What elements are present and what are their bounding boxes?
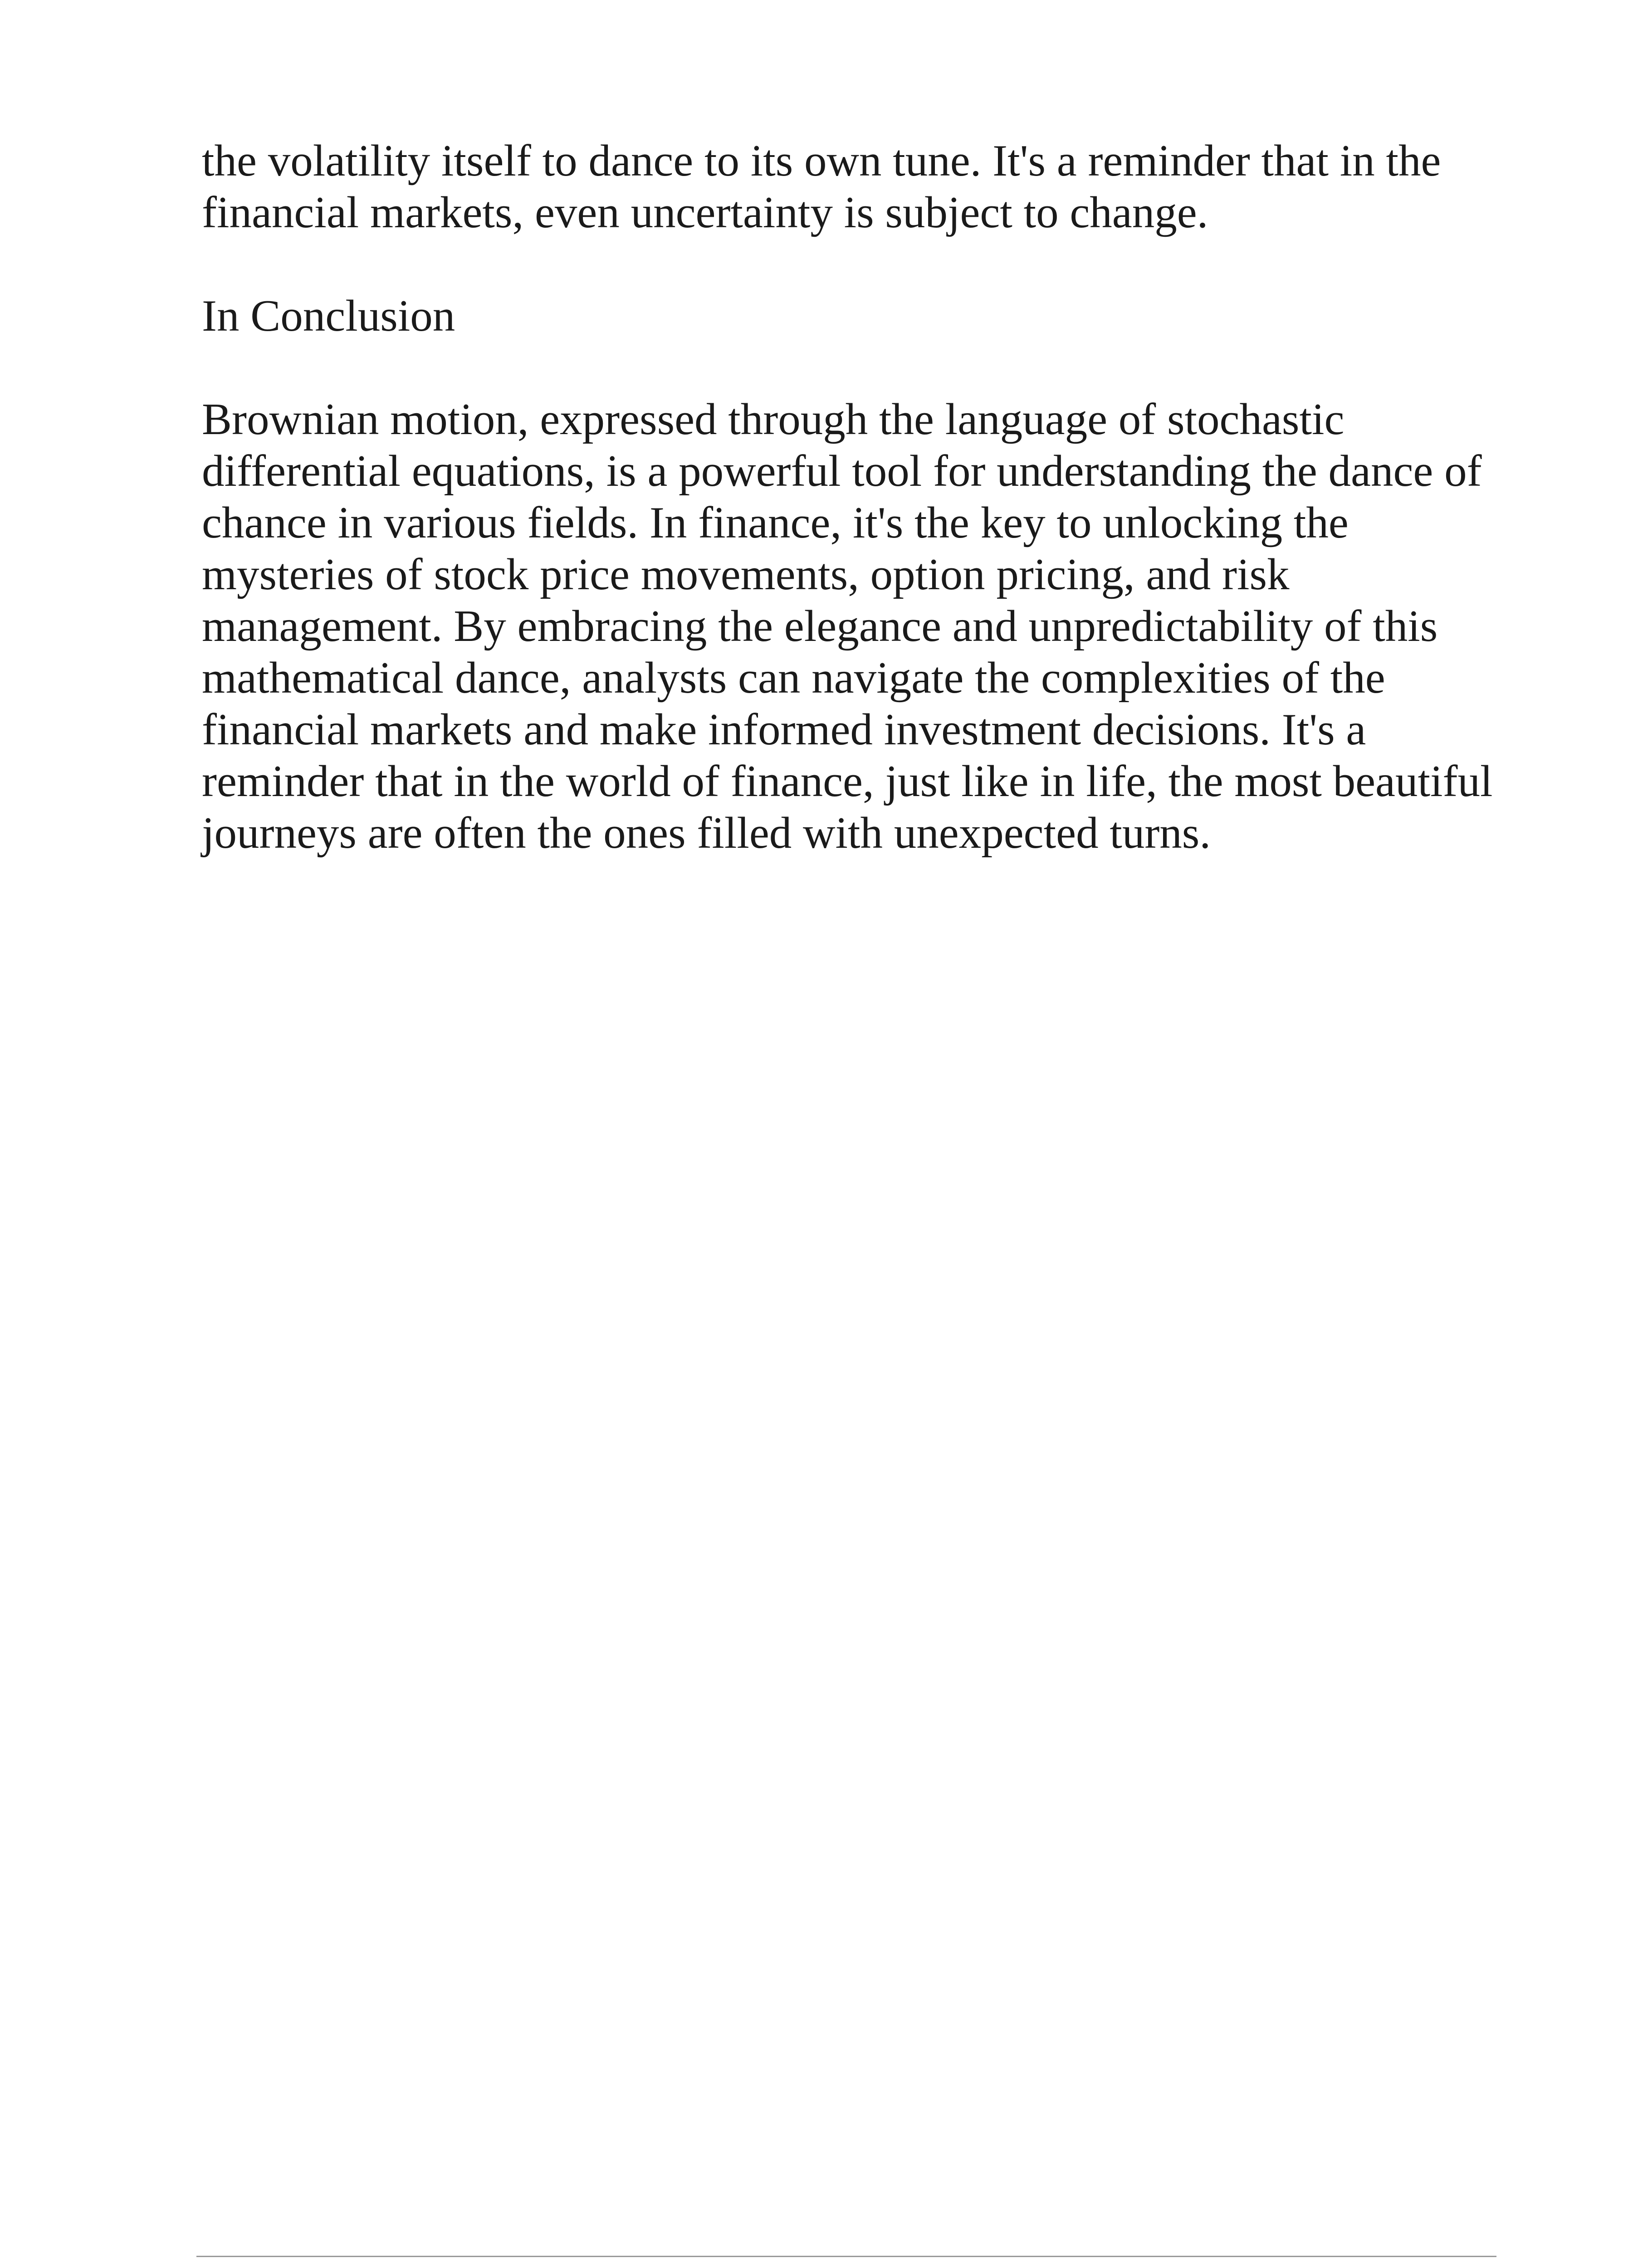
footer-divider bbox=[196, 2256, 1496, 2257]
section-heading: In Conclusion bbox=[202, 291, 455, 341]
paragraph-continuation: the volatility itself to dance to its own tune. It's a reminder that in the financial markets, even uncertainty is subject to change. bbox=[202, 136, 1441, 237]
page-body bbox=[202, 135, 1504, 911]
paragraph-conclusion: Brownian motion, expressed through the language of stochastic differential equations, is a powerful tool for understanding the dance of chance in various fields. In finance, it's the key to unlocking the mysteries of stock price movements, option pricing, and risk management. By embracing the elegance and unpredictability of this mathematical dance, analysts can navigate the complexities of the financial markets and make informed investment decisions. It's a reminder that in the world of finance, just like in life, the most beautiful journeys are often the ones filled with unexpected turns. bbox=[202, 395, 1493, 858]
